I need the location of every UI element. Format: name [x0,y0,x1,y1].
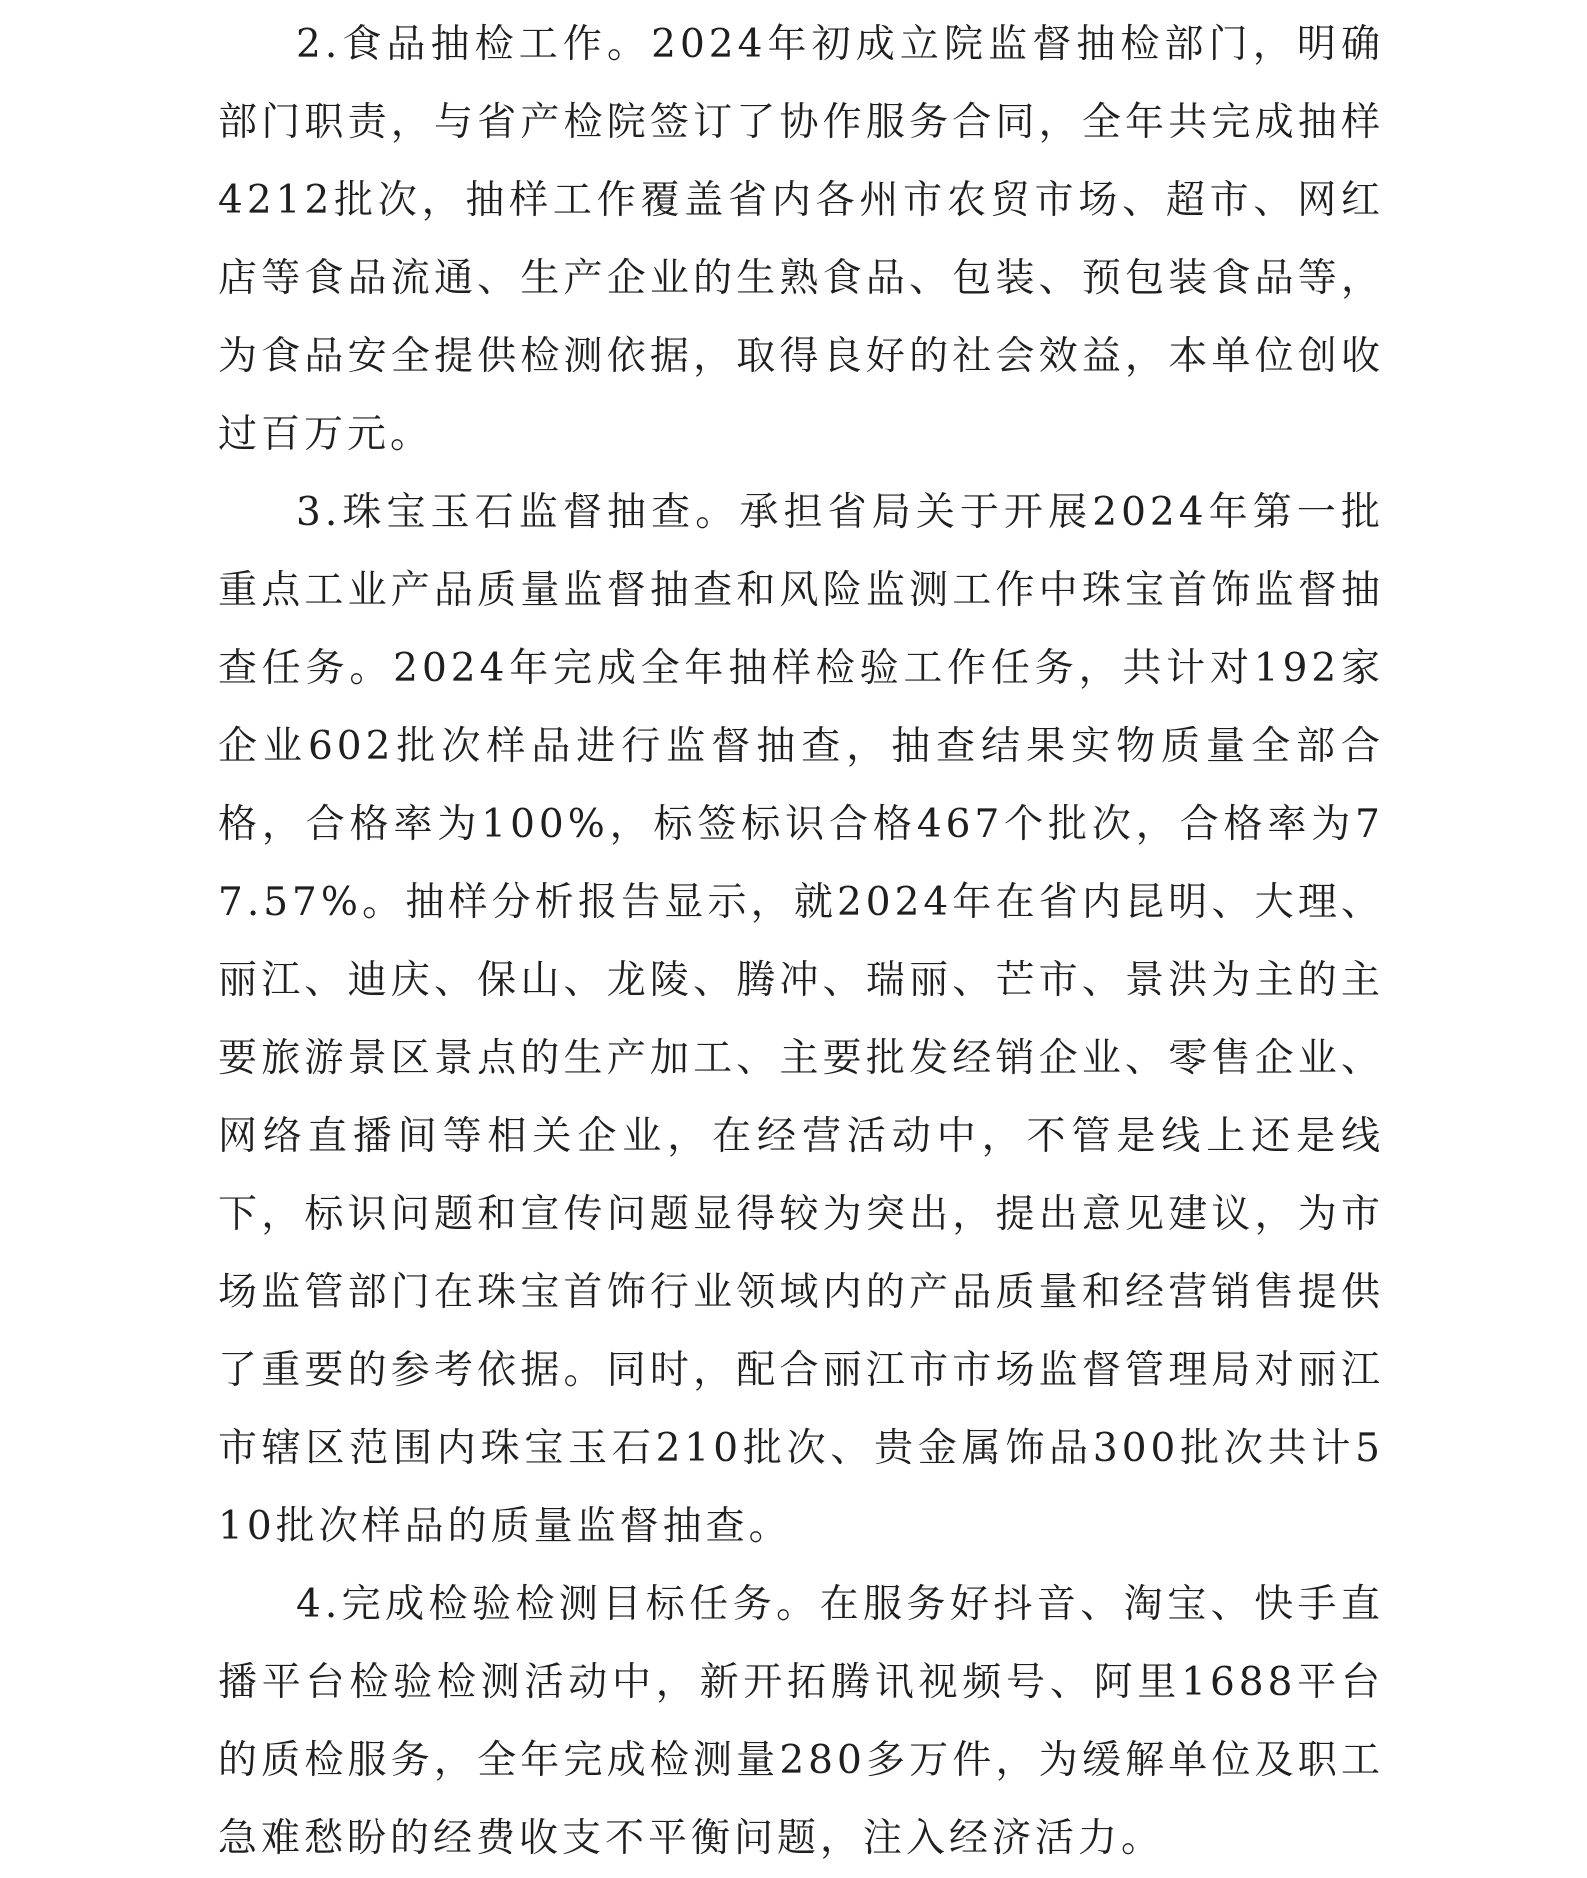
paragraph-food-sampling: 2.食品抽检工作。2024年初成立院监督抽检部门，明确部门职责，与省产检院签订了协作服务合同，全年共完成抽样4212批次，抽样工作覆盖省内各州市农贸市场、超市、网红店等食品流通、生产企业的生熟食品、包装、预包装食品等，为食品安全提供检测依据，取得良好的社会效益，本单位创收过百万元。 [218,22,1384,457]
paragraph-jewelry-inspection: 3.珠宝玉石监督抽查。承担省局关于开展2024年第一批重点工业产品质量监督抽查和风险监测工作中珠宝首饰监督抽查任务。2024年完成全年抽样检验工作任务，共计对192家企业602批次样品进行监督抽查，抽查结果实物质量全部合格，合格率为100%，标签标识合格467个批次，合格率为77.57%。抽样分析报告显示，就2024年在省内昆明、大理、丽江、迪庆、保山、龙陵、腾冲、瑞丽、芒市、景洪为主的主要旅游景区景点的生产加工、主要批发经销企业、零售企业、网络直播间等相关企业，在经营活动中，不管是线上还是线下，标识问题和宣传问题显得较为突出，提出意见建议，为市场监管部门在珠宝首饰行业领域内的产品质量和经营销售提供了重要的参考依据。同时，配合丽江市市场监督管理局对丽江市辖区范围内珠宝玉石210批次、贵金属饰品300批次共计510批次样品的质量监督抽查。 [218,490,1384,1549]
paragraph-testing-targets: 4.完成检验检测目标任务。在服务好抖音、淘宝、快手直播平台检验检测活动中，新开拓腾讯视频号、阿里1688平台的质检服务，全年完成检测量280多万件，为缓解单位及职工急难愁盼的经费收支不平衡问题，注入经济活力。 [218,1582,1384,1861]
document-page [218,6,1384,1878]
